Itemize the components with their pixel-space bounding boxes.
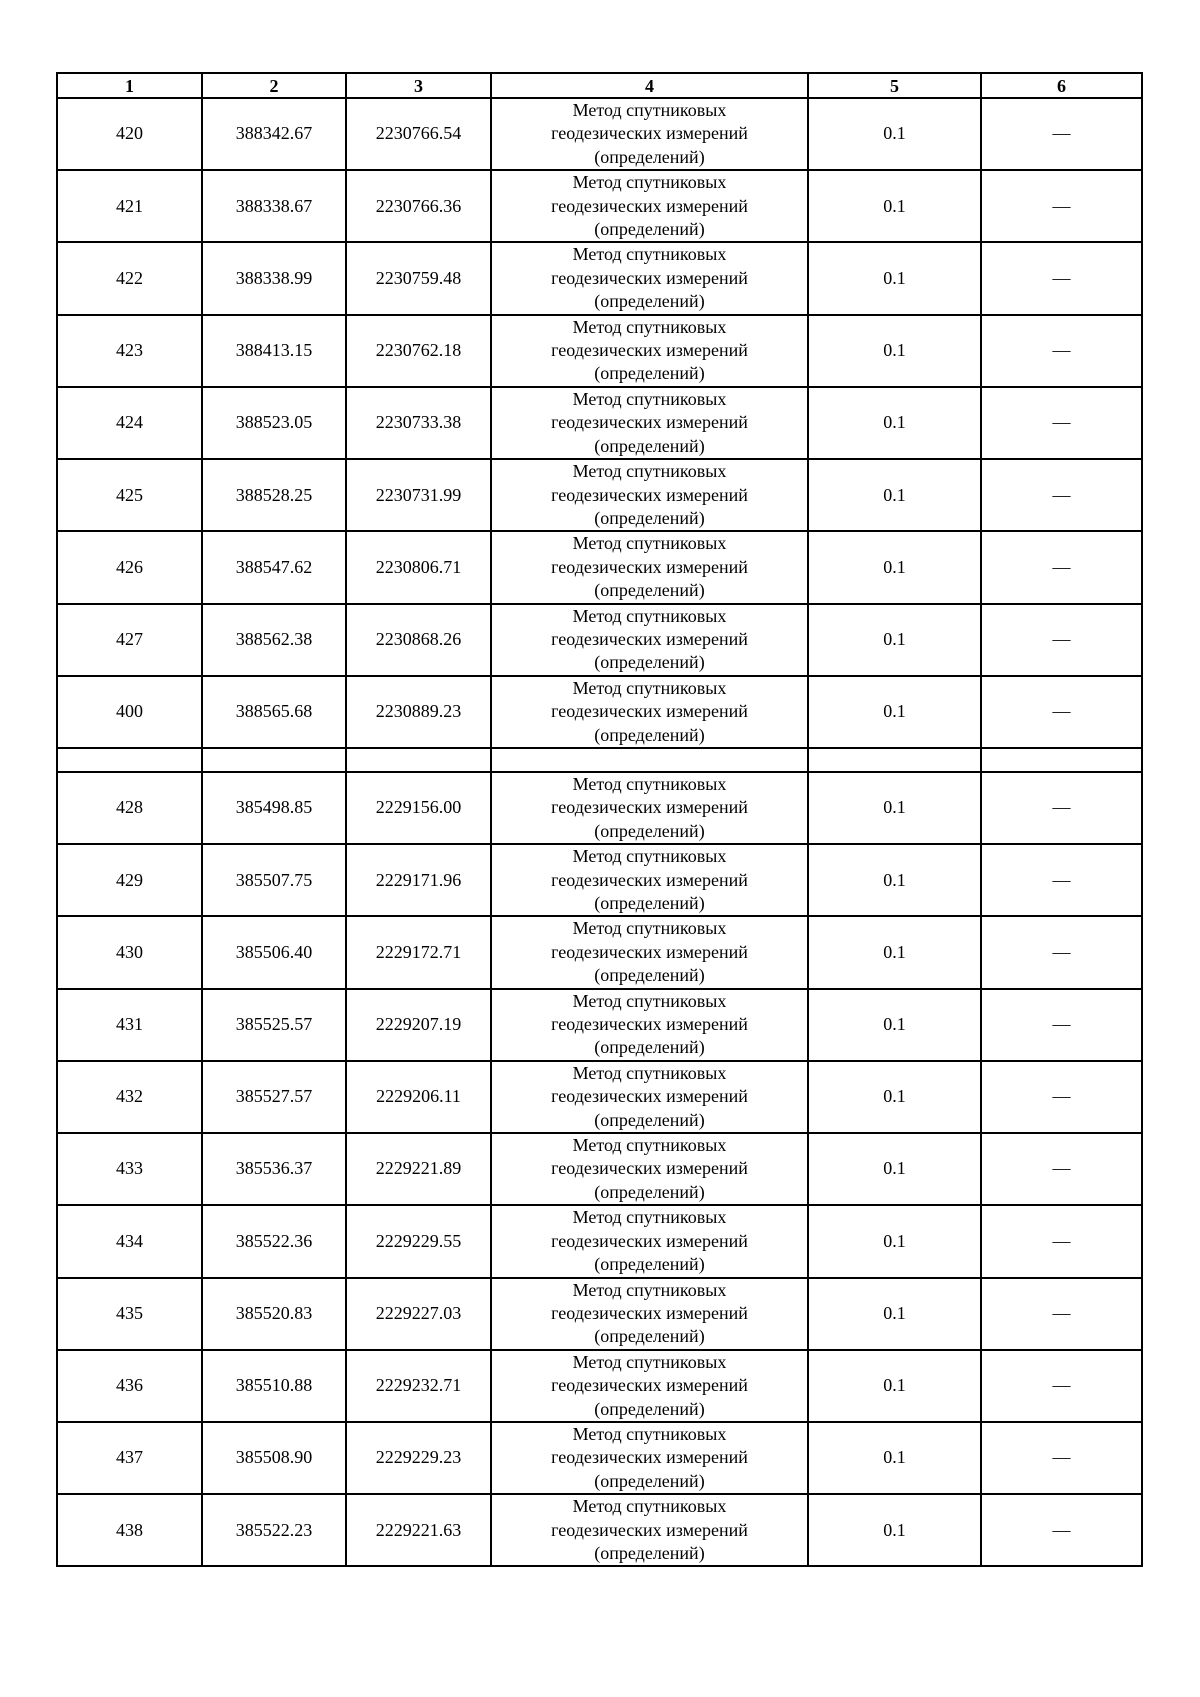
point-number-cell: 433 — [57, 1133, 202, 1205]
y-coordinate-cell: 2230868.26 — [346, 604, 491, 676]
x-coordinate-cell: 388413.15 — [202, 315, 346, 387]
method-text-line-2: геодезических измерений — [551, 1230, 748, 1251]
x-coordinate-cell: 385522.36 — [202, 1205, 346, 1277]
table-row — [57, 1278, 1142, 1350]
y-coordinate-cell: 2230759.48 — [346, 242, 491, 314]
accuracy-cell: 0.1 — [808, 1061, 981, 1133]
method-cell — [491, 1494, 808, 1566]
y-coordinate-cell: 2229221.63 — [346, 1494, 491, 1566]
accuracy-cell: 0.1 — [808, 844, 981, 916]
method-text-line-1: Метод спутниковых — [572, 533, 727, 554]
method-text-line-1: Метод спутниковых — [572, 100, 727, 120]
note-cell: — — [981, 315, 1142, 387]
method-text-line-2: геодезических измерений — [551, 941, 748, 962]
method-text-line-1: Метод спутниковых — [572, 172, 727, 193]
table-row — [57, 1133, 1142, 1205]
method-text-line-2: геодезических измерений — [551, 869, 748, 890]
method-text-line-1: Метод спутниковых — [572, 773, 727, 794]
method-cell — [491, 1422, 808, 1494]
x-coordinate-cell: 388565.68 — [202, 676, 346, 748]
x-coordinate-cell: 385527.57 — [202, 1061, 346, 1133]
header-row — [57, 73, 1142, 98]
accuracy-cell: 0.1 — [808, 989, 981, 1061]
method-text-line-3: (определений) — [594, 1542, 705, 1563]
table-row — [57, 772, 1142, 844]
method-text-line-2: геодезических измерений — [551, 195, 748, 216]
table-row — [57, 916, 1142, 988]
method-text-line-1: Метод спутниковых — [572, 1207, 727, 1228]
header-col-4: 4 — [491, 73, 808, 98]
point-number-cell: 436 — [57, 1350, 202, 1422]
y-coordinate-cell: 2229229.23 — [346, 1422, 491, 1494]
table-row — [57, 531, 1142, 603]
method-text-line-2: геодезических измерений — [551, 797, 748, 818]
point-number-cell: 431 — [57, 989, 202, 1061]
note-cell: — — [981, 989, 1142, 1061]
note-cell: — — [981, 916, 1142, 988]
x-coordinate-cell: 388528.25 — [202, 459, 346, 531]
method-text-line-1: Метод спутниковых — [572, 1423, 727, 1444]
empty-cell — [57, 748, 202, 772]
accuracy-cell: 0.1 — [808, 531, 981, 603]
note-cell: — — [981, 1278, 1142, 1350]
empty-cell — [808, 748, 981, 772]
method-cell — [491, 844, 808, 916]
method-text-line-2: геодезических измерений — [551, 123, 748, 144]
accuracy-cell: 0.1 — [808, 387, 981, 459]
y-coordinate-cell: 2229206.11 — [346, 1061, 491, 1133]
accuracy-cell: 0.1 — [808, 916, 981, 988]
note-cell: — — [981, 1133, 1142, 1205]
table-row — [57, 1494, 1142, 1566]
method-text-line-2: геодезических измерений — [551, 701, 748, 722]
point-number-cell: 428 — [57, 772, 202, 844]
spacer-row — [57, 748, 1142, 772]
method-cell — [491, 1061, 808, 1133]
y-coordinate-cell: 2229156.00 — [346, 772, 491, 844]
x-coordinate-cell: 388342.67 — [202, 98, 346, 170]
accuracy-cell: 0.1 — [808, 1278, 981, 1350]
method-cell — [491, 989, 808, 1061]
method-text-line-3: (определений) — [594, 1326, 705, 1347]
y-coordinate-cell: 2230731.99 — [346, 459, 491, 531]
method-text-line-3: (определений) — [594, 146, 705, 167]
method-text-line-2: геодезических измерений — [551, 1158, 748, 1179]
point-number-cell: 426 — [57, 531, 202, 603]
method-cell — [491, 242, 808, 314]
method-text-line-3: (определений) — [594, 363, 705, 384]
note-cell: — — [981, 459, 1142, 531]
method-text-line-1: Метод спутниковых — [572, 918, 727, 939]
point-number-cell: 425 — [57, 459, 202, 531]
y-coordinate-cell: 2230733.38 — [346, 387, 491, 459]
x-coordinate-cell: 385498.85 — [202, 772, 346, 844]
table-row — [57, 604, 1142, 676]
y-coordinate-cell: 2229172.71 — [346, 916, 491, 988]
note-cell: — — [981, 604, 1142, 676]
y-coordinate-cell: 2229232.71 — [346, 1350, 491, 1422]
note-cell: — — [981, 387, 1142, 459]
header-col-2: 2 — [202, 73, 346, 98]
table-row — [57, 1350, 1142, 1422]
method-text-line-2: геодезических измерений — [551, 1014, 748, 1035]
y-coordinate-cell: 2229221.89 — [346, 1133, 491, 1205]
method-text-line-3: (определений) — [594, 724, 705, 745]
note-cell: — — [981, 1205, 1142, 1277]
note-cell: — — [981, 531, 1142, 603]
accuracy-cell: 0.1 — [808, 1422, 981, 1494]
method-text-line-1: Метод спутниковых — [572, 244, 727, 265]
method-text-line-1: Метод спутниковых — [572, 677, 727, 698]
method-text-line-1: Метод спутниковых — [572, 388, 727, 409]
method-cell — [491, 604, 808, 676]
method-text-line-3: (определений) — [594, 893, 705, 913]
table-body — [57, 98, 1142, 1566]
accuracy-cell: 0.1 — [808, 242, 981, 314]
accuracy-cell: 0.1 — [808, 1494, 981, 1566]
x-coordinate-cell: 385525.57 — [202, 989, 346, 1061]
method-cell — [491, 387, 808, 459]
y-coordinate-cell: 2230889.23 — [346, 676, 491, 748]
method-text-line-2: геодезических измерений — [551, 484, 748, 505]
accuracy-cell: 0.1 — [808, 1350, 981, 1422]
table-row — [57, 387, 1142, 459]
table-row — [57, 1205, 1142, 1277]
method-text-line-3: (определений) — [594, 1254, 705, 1275]
method-text-line-3: (определений) — [594, 820, 705, 841]
method-cell — [491, 1278, 808, 1350]
x-coordinate-cell: 385522.23 — [202, 1494, 346, 1566]
point-number-cell: 427 — [57, 604, 202, 676]
table-row — [57, 1061, 1142, 1133]
method-text-line-2: геодезических измерений — [551, 1447, 748, 1468]
table-row — [57, 844, 1142, 916]
accuracy-cell: 0.1 — [808, 170, 981, 242]
header-col-3: 3 — [346, 73, 491, 98]
method-text-line-3: (определений) — [594, 291, 705, 312]
point-number-cell: 435 — [57, 1278, 202, 1350]
method-cell — [491, 170, 808, 242]
accuracy-cell: 0.1 — [808, 604, 981, 676]
accuracy-cell: 0.1 — [808, 1133, 981, 1205]
accuracy-cell: 0.1 — [808, 315, 981, 387]
x-coordinate-cell: 388338.67 — [202, 170, 346, 242]
method-text-line-1: Метод спутниковых — [572, 1279, 727, 1300]
note-cell: — — [981, 242, 1142, 314]
method-text-line-1: Метод спутниковых — [572, 461, 727, 482]
method-cell — [491, 676, 808, 748]
method-text-line-3: (определений) — [594, 1470, 705, 1491]
y-coordinate-cell: 2229229.55 — [346, 1205, 491, 1277]
method-text-line-2: геодезических измерений — [551, 1519, 748, 1540]
x-coordinate-cell: 388562.38 — [202, 604, 346, 676]
table-row — [57, 1422, 1142, 1494]
coordinates-table — [56, 72, 1143, 1567]
x-coordinate-cell: 385520.83 — [202, 1278, 346, 1350]
method-cell — [491, 772, 808, 844]
table-row — [57, 989, 1142, 1061]
method-text-line-1: Метод спутниковых — [572, 316, 727, 337]
x-coordinate-cell: 385536.37 — [202, 1133, 346, 1205]
method-cell — [491, 1205, 808, 1277]
y-coordinate-cell: 2230762.18 — [346, 315, 491, 387]
note-cell: — — [981, 1494, 1142, 1566]
note-cell: — — [981, 1061, 1142, 1133]
point-number-cell: 434 — [57, 1205, 202, 1277]
point-number-cell: 420 — [57, 98, 202, 170]
method-text-line-3: (определений) — [594, 219, 705, 240]
method-text-line-2: геодезических измерений — [551, 340, 748, 361]
y-coordinate-cell: 2230766.54 — [346, 98, 491, 170]
method-text-line-3: (определений) — [594, 652, 705, 673]
header-col-6: 6 — [981, 73, 1142, 98]
point-number-cell: 432 — [57, 1061, 202, 1133]
method-text-line-3: (определений) — [594, 580, 705, 601]
table-header — [57, 73, 1142, 98]
method-text-line-3: (определений) — [594, 1398, 705, 1419]
method-cell — [491, 459, 808, 531]
method-text-line-3: (определений) — [594, 965, 705, 986]
point-number-cell: 400 — [57, 676, 202, 748]
table-row — [57, 676, 1142, 748]
point-number-cell: 437 — [57, 1422, 202, 1494]
accuracy-cell: 0.1 — [808, 1205, 981, 1277]
method-text-line-1: Метод спутниковых — [572, 1062, 727, 1083]
note-cell: — — [981, 1422, 1142, 1494]
method-text-line-3: (определений) — [594, 1109, 705, 1130]
table-row — [57, 242, 1142, 314]
method-text-line-3: (определений) — [594, 507, 705, 528]
table-row — [57, 459, 1142, 531]
method-cell — [491, 1133, 808, 1205]
point-number-cell: 422 — [57, 242, 202, 314]
y-coordinate-cell: 2229227.03 — [346, 1278, 491, 1350]
header-col-1: 1 — [57, 73, 202, 98]
method-text-line-1: Метод спутниковых — [572, 990, 727, 1011]
point-number-cell: 430 — [57, 916, 202, 988]
method-text-line-1: Метод спутниковых — [572, 1496, 727, 1517]
accuracy-cell: 0.1 — [808, 98, 981, 170]
empty-cell — [346, 748, 491, 772]
note-cell: — — [981, 772, 1142, 844]
method-text-line-2: геодезических измерений — [551, 628, 748, 649]
x-coordinate-cell: 385506.40 — [202, 916, 346, 988]
method-text-line-2: геодезических измерений — [551, 1375, 748, 1396]
method-text-line-2: геодезических измерений — [551, 1302, 748, 1323]
method-text-line-3: (определений) — [594, 1037, 705, 1058]
method-text-line-3: (определений) — [594, 1181, 705, 1202]
x-coordinate-cell: 388547.62 — [202, 531, 346, 603]
note-cell: — — [981, 98, 1142, 170]
note-cell: — — [981, 170, 1142, 242]
accuracy-cell: 0.1 — [808, 676, 981, 748]
method-text-line-2: геодезических измерений — [551, 1086, 748, 1107]
point-number-cell: 423 — [57, 315, 202, 387]
y-coordinate-cell: 2229171.96 — [346, 844, 491, 916]
empty-cell — [491, 748, 808, 772]
empty-cell — [981, 748, 1142, 772]
y-coordinate-cell: 2230806.71 — [346, 531, 491, 603]
method-cell — [491, 1350, 808, 1422]
method-text-line-2: геодезических измерений — [551, 412, 748, 433]
method-text-line-3: (определений) — [594, 435, 705, 456]
table-row — [57, 98, 1142, 170]
method-text-line-1: Метод спутниковых — [572, 1135, 727, 1156]
method-text-line-2: геодезических измерений — [551, 556, 748, 577]
method-text-line-1: Метод спутниковых — [572, 1351, 727, 1372]
point-number-cell: 421 — [57, 170, 202, 242]
method-text-line-1: Метод спутниковых — [572, 605, 727, 626]
accuracy-cell: 0.1 — [808, 459, 981, 531]
table-row — [57, 315, 1142, 387]
accuracy-cell: 0.1 — [808, 772, 981, 844]
method-text-line-1: Метод спутниковых — [572, 846, 727, 867]
y-coordinate-cell: 2229207.19 — [346, 989, 491, 1061]
x-coordinate-cell: 388523.05 — [202, 387, 346, 459]
point-number-cell: 424 — [57, 387, 202, 459]
x-coordinate-cell: 385510.88 — [202, 1350, 346, 1422]
point-number-cell: 438 — [57, 1494, 202, 1566]
x-coordinate-cell: 385508.90 — [202, 1422, 346, 1494]
x-coordinate-cell: 388338.99 — [202, 242, 346, 314]
method-cell — [491, 315, 808, 387]
y-coordinate-cell: 2230766.36 — [346, 170, 491, 242]
table-row — [57, 170, 1142, 242]
empty-cell — [202, 748, 346, 772]
x-coordinate-cell: 385507.75 — [202, 844, 346, 916]
note-cell: — — [981, 1350, 1142, 1422]
header-col-5: 5 — [808, 73, 981, 98]
point-number-cell: 429 — [57, 844, 202, 916]
method-text-line-2: геодезических измерений — [551, 267, 748, 288]
method-cell — [491, 531, 808, 603]
note-cell: — — [981, 676, 1142, 748]
method-cell — [491, 98, 808, 170]
note-cell: — — [981, 844, 1142, 916]
method-cell — [491, 916, 808, 988]
